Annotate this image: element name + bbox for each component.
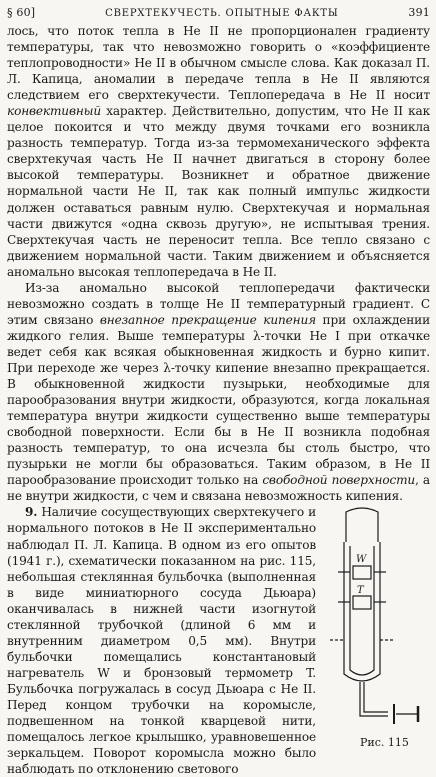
- running-header: [7, 6, 430, 22]
- figure-caption: Рис. 115: [360, 736, 409, 750]
- running-title: СВЕРХТЕКУЧЕСТЬ. ОПЫТНЫЕ ФАКТЫ: [105, 8, 339, 19]
- item-number: 9.: [25, 505, 38, 520]
- paragraph-boiling: [7, 280, 430, 505]
- paragraph-text: характер. Действительно, допустим, что He II как целое покоится и что между двумя точками его возникла разность температур. Тогда из-за термомеханического эффекта сверхтекучая часть He II начнет двигаться в сторону более высокой температуры. Возникнет и обратное движение нормальной части He II, так как полный импульс жидкости должен оставаться равным нулю. Сверхтекучая и нормальная части движутся «одна сквозь другую», не испытывая трения. Сверхтекучая часть не переносит тепла. Все тепло связано с движением нормальной части. Таким движением и объясняется аномально высокая теплопередача в He II.: [7, 104, 430, 279]
- paragraph-heat-transfer: [7, 23, 430, 280]
- emphasis-free-surface: свободной поверхности: [262, 473, 416, 488]
- paragraph-text: лось, что поток тепла в He II не пропорционален градиенту температуры, так что невозможно говорить о «коэффициенте теплопроводности» He II в обычном смысле слова. Как доказал П. Л. Капица, аномалии в передаче тепла в He II являются следствием его сверхтекучести. Теплопередача в He II носит: [7, 24, 430, 103]
- emphasis-convective: конвективный: [7, 104, 101, 119]
- inner-bulb-wall: [350, 546, 374, 675]
- outer-tube-top: [346, 508, 378, 542]
- page-number: 391: [408, 6, 430, 19]
- emphasis-boiling-stop: внезапное прекращение кипения: [99, 312, 316, 327]
- paragraph-text: , а не внутри жидкости, с чем и связана невозможность кипения.: [7, 473, 430, 504]
- section-number: § 60]: [7, 6, 36, 19]
- page-body: [7, 23, 430, 777]
- dewar-bulb-diagram: [322, 506, 430, 768]
- paragraph-text: Наличие сосуществующих сверхтекучего и нормального потоков в He II экспериментально наблюдал П. Л. Капица. В одном из его опытов (1941 г.), схематически показанном на рис. 115, небольшая стеклянная бульбочка (выполненная в виде миниатюрного сосуда Дьюара) оканчивалась в нижней части изогнутой стеклянной трубочкой (длиной 6 мм и внутренним диаметром 0,5 мм). Внутри бульбочки помещались константановый нагреватель W и бронзовый термометр T. Бульбочка погружалась в сосуд Дьюара с He II. Перед концом трубочки на коромысле, подвешенном на тонкой кварцевой нити, помещалось легкое крылышко, уравновешенное зеркальцем. Поворот коромысла можно было наблюдать по отклонению светового: [7, 505, 316, 777]
- paragraph-text: при охлаждении жидкого гелия. Выше температуры λ-точки He I при откачке ведет себя как всякая обыкновенная жидкость и бурно кипит. При переходе же через λ-точку кипение внезапно прекращается. В обыкновенной жидкости пузырьки, необходимые для парообразования внутри жидкости, образуются, когда локальная температура внутри жидкости существенно выше температуры свободной поверхности. Если бы в He II возникла подобная разность температур, то она исчезла бы столь быстро, что пузырьки не могли бы образоваться. Таким образом, в He II парообразование происходит только на: [7, 312, 430, 488]
- figure-115: [322, 506, 430, 768]
- label-w: W: [356, 554, 367, 566]
- thermometer-t: [353, 596, 371, 609]
- label-t: T: [357, 585, 364, 597]
- paragraph-text: Из-за аномально высокой теплопередачи фактически невозможно создать в толще He II температурный градиент. С этим связано: [7, 280, 430, 327]
- heater-w: [353, 566, 371, 579]
